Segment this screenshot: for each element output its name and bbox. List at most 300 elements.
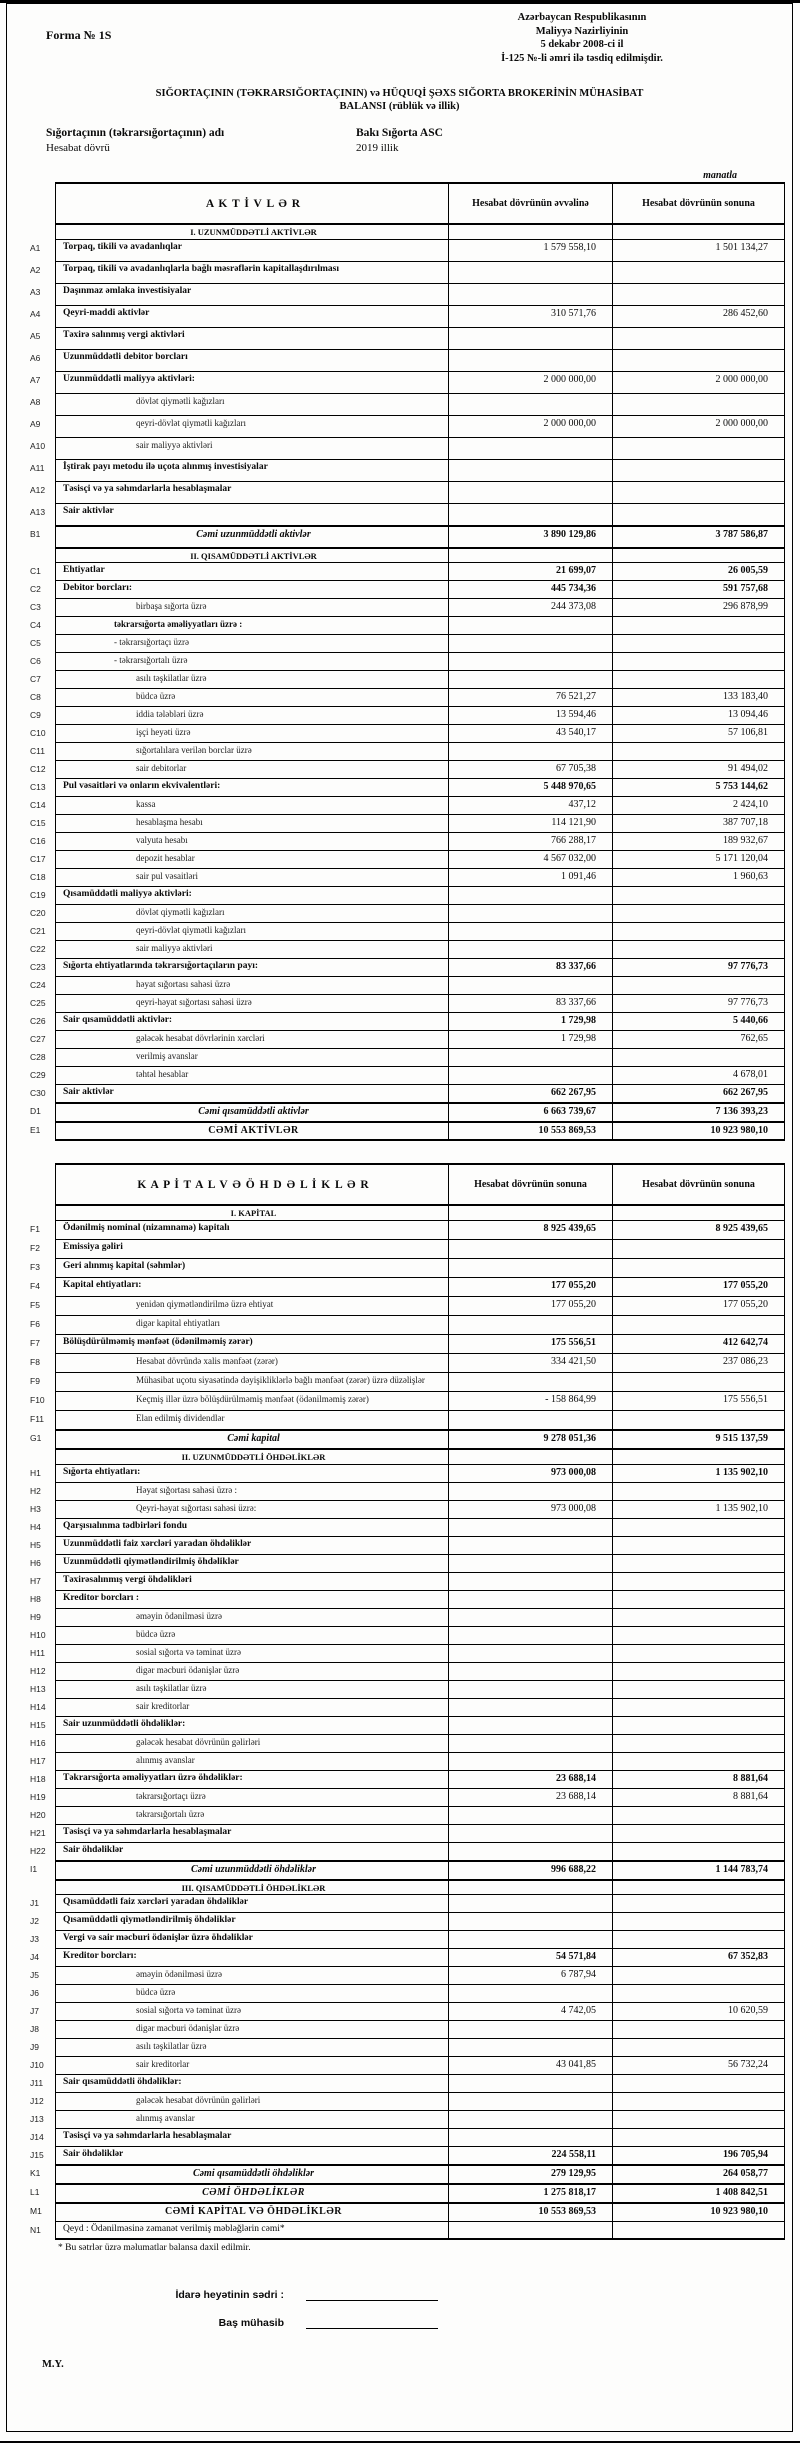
row-code: H8 bbox=[30, 1593, 41, 1604]
row-label: Təxirə salınmış vergi aktivləri bbox=[56, 328, 449, 349]
sheet-border bbox=[6, 3, 793, 2432]
signature-row-chairman bbox=[16, 2289, 783, 2301]
row-code: H1 bbox=[30, 1467, 41, 1478]
table-row bbox=[28, 1789, 785, 1807]
row-value-start bbox=[449, 1373, 613, 1391]
row-label: CƏMİ KAPİTAL VƏ ÖHDƏLİKLƏR bbox=[56, 2204, 449, 2221]
table-row bbox=[28, 1537, 785, 1555]
row-value-start bbox=[449, 438, 613, 459]
row-value-start: 445 734,36 bbox=[449, 581, 613, 598]
row-value-end bbox=[613, 1609, 784, 1626]
row-code: C6 bbox=[30, 656, 41, 667]
table-row bbox=[28, 1259, 785, 1278]
row-box bbox=[55, 1753, 785, 1771]
row-value-start: 5 448 970,65 bbox=[449, 779, 613, 796]
row-code: C17 bbox=[30, 854, 46, 865]
row-label: sair pul vəsaitləri bbox=[56, 869, 449, 886]
row-code: J11 bbox=[30, 2078, 44, 2089]
table-row bbox=[28, 671, 785, 689]
row-code: H22 bbox=[30, 1845, 46, 1856]
row-box bbox=[55, 1430, 785, 1449]
row-box bbox=[55, 1278, 785, 1297]
row-box bbox=[55, 1861, 785, 1880]
table-row bbox=[28, 941, 785, 959]
row-label: sair maliyyə aktivləri bbox=[56, 941, 449, 958]
row-box bbox=[55, 224, 785, 240]
row-code: C15 bbox=[30, 818, 46, 829]
row-box bbox=[55, 1663, 785, 1681]
row-code: N1 bbox=[30, 2225, 41, 2236]
row-label: Təxirəsalınmış vergi öhdəlikləri bbox=[56, 1573, 449, 1590]
row-value-start: 21 699,07 bbox=[449, 563, 613, 580]
row-value-end bbox=[613, 1753, 784, 1770]
row-value-end: 264 058,77 bbox=[723, 2168, 768, 2180]
row-box bbox=[55, 635, 785, 653]
row-label: Ödənilmiş nominal (nizamnamə) kapitalı bbox=[56, 1221, 449, 1239]
row-label: gələcək hesabat dövrünün gəlirləri bbox=[56, 1735, 449, 1752]
table-row bbox=[28, 1931, 785, 1949]
row-value-start: 23 688,14 bbox=[449, 1789, 613, 1806]
row-value-end: 175 556,51 bbox=[723, 1393, 768, 1405]
period-label: Hesabat dövrü bbox=[46, 142, 110, 154]
table-row bbox=[28, 2039, 785, 2057]
table-row bbox=[28, 394, 785, 416]
row-box bbox=[55, 833, 785, 851]
row-value-end: 10 923 980,10 bbox=[710, 1125, 768, 1137]
row-value-start: 83 337,66 bbox=[449, 959, 613, 976]
row-value-end bbox=[613, 905, 784, 922]
period-row bbox=[46, 142, 783, 154]
row-code: C28 bbox=[30, 1052, 46, 1063]
row-box bbox=[55, 1967, 785, 1985]
row-value-end: 762,65 bbox=[740, 1033, 768, 1045]
row-code: A11 bbox=[30, 462, 45, 473]
row-code: K1 bbox=[30, 2168, 41, 2179]
row-label: Sair aktivlər bbox=[56, 1085, 449, 1102]
row-label: Cəmi kapital bbox=[56, 1431, 449, 1448]
row-label: təkrarsığortaçı üzrə bbox=[56, 1789, 449, 1806]
row-code: F8 bbox=[30, 1356, 40, 1367]
table-row bbox=[28, 887, 785, 905]
row-value-end: 10 923 980,10 bbox=[710, 2206, 768, 2218]
row-value-start bbox=[449, 2021, 613, 2038]
row-value-end bbox=[613, 1627, 784, 1644]
row-code: C24 bbox=[30, 980, 46, 991]
row-value-end: 9 515 137,59 bbox=[715, 1432, 768, 1444]
row-box bbox=[55, 1465, 785, 1483]
row-label: kassa bbox=[56, 797, 449, 814]
row-label: asılı təşkilatlar üzrə bbox=[56, 1681, 449, 1698]
row-box bbox=[55, 995, 785, 1013]
row-box bbox=[55, 240, 785, 262]
row-code: J9 bbox=[30, 2042, 39, 2053]
row-code: J6 bbox=[30, 1988, 39, 1999]
approval-line: Azərbaycan Respublikasının bbox=[517, 12, 647, 23]
table-row bbox=[28, 1843, 785, 1861]
row-value-end: 177 055,20 bbox=[723, 1279, 768, 1291]
table-row bbox=[28, 1573, 785, 1591]
row-value-end: 412 642,74 bbox=[723, 1336, 768, 1348]
row-code: D1 bbox=[30, 1106, 41, 1117]
row-label: İştirak payı metodu ilə uçota alınmış investisiyalar bbox=[56, 460, 449, 481]
row-value-start: 1 729,98 bbox=[449, 1031, 613, 1048]
row-value-start: 114 121,90 bbox=[449, 815, 613, 832]
row-box bbox=[55, 1789, 785, 1807]
row-value-start bbox=[449, 482, 613, 503]
table-row bbox=[28, 1913, 785, 1931]
row-value-end: 2 000 000,00 bbox=[715, 417, 768, 429]
row-value-end bbox=[613, 1985, 784, 2002]
row-value-start bbox=[449, 1450, 613, 1464]
row-code: H3 bbox=[30, 1503, 41, 1514]
table-row bbox=[28, 1122, 785, 1141]
row-code: C23 bbox=[30, 962, 46, 973]
stamp-mark: M.Y. bbox=[42, 2359, 64, 2371]
table-row bbox=[28, 1985, 785, 2003]
table-row bbox=[28, 1430, 785, 1449]
row-label: II. UZUNMÜDDƏTLİ ÖHDƏLİKLƏR bbox=[56, 1450, 449, 1464]
row-label: sosial sığorta və təminat üzrə bbox=[56, 1645, 449, 1662]
row-value-start bbox=[449, 1825, 613, 1842]
row-box bbox=[55, 2203, 785, 2222]
row-code: C9 bbox=[30, 710, 41, 721]
row-value-start: 54 571,84 bbox=[449, 1949, 613, 1966]
row-code: A10 bbox=[30, 440, 46, 451]
row-code: J10 bbox=[30, 2060, 44, 2071]
row-box bbox=[55, 504, 785, 526]
table-row bbox=[28, 995, 785, 1013]
table-row bbox=[28, 707, 785, 725]
row-value-start: 1 091,46 bbox=[449, 869, 613, 886]
row-value-start: 43 540,17 bbox=[449, 725, 613, 742]
row-code: J7 bbox=[30, 2006, 39, 2017]
row-code: J5 bbox=[30, 1970, 39, 1981]
row-value-start bbox=[449, 941, 613, 958]
row-value-end: 4 678,01 bbox=[733, 1069, 768, 1081]
table-row bbox=[28, 526, 785, 548]
row-value-end: 1 135 902,10 bbox=[715, 1502, 768, 1514]
row-value-start: 2 000 000,00 bbox=[449, 372, 613, 393]
approval-line: İ-125 №-li əmri ilə təsdiq edilmişdir. bbox=[501, 52, 663, 64]
row-value-end: 2 000 000,00 bbox=[715, 373, 768, 385]
row-value-start bbox=[449, 1931, 613, 1948]
row-code: A2 bbox=[30, 264, 41, 275]
row-code: G1 bbox=[30, 1432, 42, 1443]
table-row bbox=[28, 815, 785, 833]
row-box bbox=[55, 548, 785, 564]
table-row bbox=[28, 2184, 785, 2203]
table-row bbox=[28, 2003, 785, 2021]
row-label: CƏMİ ÖHDƏLİKLƏR bbox=[56, 2185, 449, 2202]
table-row bbox=[28, 1825, 785, 1843]
accountant-label: Baş mühasib bbox=[218, 2317, 284, 2330]
row-code: F3 bbox=[30, 1261, 40, 1272]
row-box bbox=[55, 1122, 785, 1141]
row-label: Uzunmüddətli faiz xərcləri yaradan öhdəliklər bbox=[56, 1537, 449, 1554]
row-code bbox=[28, 224, 55, 240]
table-row bbox=[28, 1807, 785, 1825]
row-box bbox=[55, 1316, 785, 1335]
row-box bbox=[55, 2111, 785, 2129]
row-box bbox=[55, 905, 785, 923]
row-value-end: 8 881,64 bbox=[733, 1790, 768, 1802]
row-box bbox=[55, 2075, 785, 2093]
row-value-end bbox=[613, 438, 784, 459]
row-value-start: 996 688,22 bbox=[449, 1862, 613, 1879]
row-label: digər kapital ehtiyatları bbox=[56, 1316, 449, 1334]
row-value-end bbox=[613, 941, 784, 958]
row-label: iddia tələbləri üzrə bbox=[56, 707, 449, 724]
row-value-end bbox=[613, 328, 784, 349]
table-row bbox=[28, 1411, 785, 1430]
row-value-start bbox=[449, 1895, 613, 1912]
table-row bbox=[28, 1861, 785, 1880]
row-box bbox=[55, 797, 785, 815]
table-row bbox=[28, 1449, 785, 1465]
insurer-row bbox=[46, 127, 783, 139]
row-value-start bbox=[449, 1807, 613, 1824]
row-label: Qısamüddətli faiz xərcləri yaradan öhdəliklər bbox=[56, 1895, 449, 1912]
table-row bbox=[28, 635, 785, 653]
row-value-end bbox=[613, 1373, 784, 1391]
row-label: Cəmi qısamüddətli aktivlər bbox=[56, 1104, 449, 1121]
row-value-start bbox=[449, 1717, 613, 1734]
row-code: H10 bbox=[30, 1629, 46, 1640]
table-row bbox=[28, 1501, 785, 1519]
table-row bbox=[28, 372, 785, 394]
row-value-end bbox=[613, 635, 784, 652]
row-label: Təsisçi və ya səhmdarlarla hesablaşmalar bbox=[56, 1825, 449, 1842]
row-code: C4 bbox=[30, 620, 41, 631]
row-box bbox=[55, 977, 785, 995]
row-box bbox=[55, 1259, 785, 1278]
row-value-start: 76 521,27 bbox=[449, 689, 613, 706]
table-row bbox=[28, 328, 785, 350]
row-code: J1 bbox=[30, 1898, 39, 1909]
row-label: Debitor borcları: bbox=[56, 581, 449, 598]
footnote: * Bu sətrlər üzrə məlumatlar balansa daxil edilmir. bbox=[58, 2243, 251, 2254]
row-label: Təsisçi və ya səhmdarlarla hesablaşmalar bbox=[56, 482, 449, 503]
row-label: büdcə üzrə bbox=[56, 1627, 449, 1644]
row-value-end bbox=[613, 1967, 784, 1984]
row-label: işçi heyəti üzrə bbox=[56, 725, 449, 742]
row-box bbox=[55, 1297, 785, 1316]
row-label: büdcə üzrə bbox=[56, 689, 449, 706]
row-label: alınmış avanslar bbox=[56, 2111, 449, 2128]
row-label: Təsisçi və ya səhmdarlarla hesablaşmalar bbox=[56, 2129, 449, 2146]
row-box bbox=[55, 1825, 785, 1843]
row-label: yenidən qiymətləndirilmə üzrə ehtiyat bbox=[56, 1297, 449, 1315]
row-label: Sair qısamüddətli öhdəliklər: bbox=[56, 2075, 449, 2092]
row-box bbox=[55, 851, 785, 869]
row-label: Keçmiş illər üzrə bölüşdürülməmiş mənfəət (ödənilməmiş zərər) bbox=[56, 1392, 449, 1410]
row-value-start bbox=[449, 1067, 613, 1084]
row-code: J8 bbox=[30, 2024, 39, 2035]
row-code: A7 bbox=[30, 374, 41, 385]
row-label: Cəmi uzunmüddətli öhdəliklər bbox=[56, 1862, 449, 1879]
table-row bbox=[28, 1335, 785, 1354]
row-value-end bbox=[613, 1450, 784, 1464]
row-label: qeyri-dövlət qiymətli kağızları bbox=[56, 416, 449, 437]
row-label: Uzunmüddətli maliyyə aktivləri: bbox=[56, 372, 449, 393]
row-box bbox=[55, 599, 785, 617]
row-value-end bbox=[613, 743, 784, 760]
table-row bbox=[28, 262, 785, 284]
table-row bbox=[28, 1316, 785, 1335]
row-value-start: 1 579 558,10 bbox=[449, 240, 613, 261]
row-value-start: 177 055,20 bbox=[449, 1278, 613, 1296]
row-value-start bbox=[449, 1591, 613, 1608]
row-code: C29 bbox=[30, 1070, 46, 1081]
row-label: Sair öhdəliklər bbox=[56, 1843, 449, 1860]
row-label: Cəmi qısamüddətli öhdəliklər bbox=[56, 2166, 449, 2183]
row-box bbox=[55, 2057, 785, 2075]
row-value-start bbox=[449, 1240, 613, 1258]
row-value-end: 97 776,73 bbox=[728, 997, 768, 1009]
row-value-end bbox=[613, 887, 784, 904]
table-gap bbox=[16, 1141, 783, 1163]
row-value-end bbox=[613, 977, 784, 994]
row-box bbox=[55, 1985, 785, 2003]
row-box bbox=[55, 1373, 785, 1392]
row-label: - təkrarsığortalı üzrə bbox=[56, 653, 449, 670]
row-value-start: 175 556,51 bbox=[449, 1335, 613, 1353]
row-label: birbaşa sığorta üzrə bbox=[56, 599, 449, 616]
row-label: əməyin ödənilməsi üzrə bbox=[56, 1967, 449, 1984]
row-label: dövlət qiymətli kağızları bbox=[56, 394, 449, 415]
table-row bbox=[28, 1645, 785, 1663]
row-value-end: 237 086,23 bbox=[723, 1355, 768, 1367]
row-value-start: 3 890 129,86 bbox=[449, 527, 613, 547]
row-value-end bbox=[613, 1717, 784, 1734]
row-box bbox=[55, 1013, 785, 1031]
row-value-start: 1 275 818,17 bbox=[449, 2185, 613, 2202]
row-value-start: - 158 864,99 bbox=[449, 1392, 613, 1410]
row-code: C11 bbox=[30, 746, 45, 757]
table-row bbox=[28, 240, 785, 262]
row-code: H12 bbox=[30, 1665, 46, 1676]
row-label: Qısamüddətli maliyyə aktivləri: bbox=[56, 887, 449, 904]
title-line-1: SIĞORTAÇININ (TƏKRARSIĞORTAÇININ) və HÜQUQİ ŞƏXS SIĞORTA BROKERİNİN MÜHASİBAT bbox=[155, 88, 644, 99]
row-label: Həyat sığortası sahəsi üzrə : bbox=[56, 1483, 449, 1500]
row-value-end bbox=[613, 1573, 784, 1590]
row-label: asılı təşkilatlar üzrə bbox=[56, 2039, 449, 2056]
table-row bbox=[28, 1013, 785, 1031]
table-row bbox=[28, 1221, 785, 1240]
row-box bbox=[55, 707, 785, 725]
table-row bbox=[28, 1895, 785, 1913]
table-row bbox=[28, 224, 785, 240]
table-row bbox=[28, 438, 785, 460]
row-code: A5 bbox=[30, 330, 41, 341]
row-label: Təkrarsığorta əməliyyatları üzrə öhdəliklər: bbox=[56, 1771, 449, 1788]
row-label: III. QISAMÜDDƏTLİ ÖHDƏLİKLƏR bbox=[56, 1881, 449, 1895]
row-value-start bbox=[449, 225, 613, 239]
row-code bbox=[28, 1163, 55, 1205]
table-row bbox=[28, 1519, 785, 1537]
row-value-end: 91 494,02 bbox=[728, 763, 768, 775]
row-value-start: 1 729,98 bbox=[449, 1013, 613, 1030]
row-label: Elan edilmiş dividendlər bbox=[56, 1411, 449, 1429]
row-value-start: 13 594,46 bbox=[449, 707, 613, 724]
row-label: Torpaq, tikili və avadanlıqlarla bağlı məsrəflərin kapitallaşdırılması bbox=[56, 262, 449, 283]
row-value-start bbox=[449, 1881, 613, 1895]
row-box bbox=[55, 328, 785, 350]
row-label: gələcək hesabat dövrünün gəlirləri bbox=[56, 2093, 449, 2110]
row-box bbox=[55, 1067, 785, 1085]
row-label: Hesabat dövründə xalis mənfəət (zərər) bbox=[56, 1354, 449, 1372]
row-box bbox=[55, 2165, 785, 2184]
table-row bbox=[28, 1297, 785, 1316]
row-box bbox=[55, 653, 785, 671]
row-box bbox=[55, 394, 785, 416]
table-row bbox=[28, 959, 785, 977]
row-code: A12 bbox=[30, 484, 46, 495]
row-code: A8 bbox=[30, 396, 41, 407]
row-box bbox=[55, 438, 785, 460]
row-value-end bbox=[613, 1483, 784, 1500]
row-code: J4 bbox=[30, 1952, 39, 1963]
row-code: M1 bbox=[30, 2206, 42, 2217]
row-value-end: 296 878,99 bbox=[723, 601, 768, 613]
row-box bbox=[55, 1555, 785, 1573]
row-box bbox=[55, 1501, 785, 1519]
table-header-row bbox=[28, 182, 785, 224]
row-value-end bbox=[613, 1807, 784, 1824]
table-row bbox=[28, 1392, 785, 1411]
row-box bbox=[55, 1031, 785, 1049]
row-code bbox=[28, 182, 55, 224]
row-value-end: 1 135 902,10 bbox=[715, 1466, 768, 1478]
row-code: A9 bbox=[30, 418, 41, 429]
table-row bbox=[28, 2093, 785, 2111]
row-code: A6 bbox=[30, 352, 41, 363]
table-row bbox=[28, 797, 785, 815]
row-box bbox=[55, 2003, 785, 2021]
row-value-end bbox=[613, 2129, 784, 2146]
table-row bbox=[28, 1373, 785, 1392]
row-code: C13 bbox=[30, 782, 46, 793]
row-box bbox=[55, 262, 785, 284]
row-code: J2 bbox=[30, 1916, 39, 1927]
row-label: Vergi və sair məcburi ödənişlər üzrə öhdəliklər bbox=[56, 1931, 449, 1948]
row-box bbox=[55, 1519, 785, 1537]
row-box bbox=[55, 1392, 785, 1411]
row-box bbox=[55, 1895, 785, 1913]
row-value-start: 437,12 bbox=[449, 797, 613, 814]
row-box bbox=[55, 2039, 785, 2057]
row-value-end: 1 501 134,27 bbox=[715, 241, 768, 253]
row-box bbox=[55, 1880, 785, 1896]
row-value-end bbox=[613, 1825, 784, 1842]
row-label: sair kreditorlar bbox=[56, 1699, 449, 1716]
row-code: L1 bbox=[30, 2187, 40, 2198]
row-value-start bbox=[449, 2039, 613, 2056]
row-code: C5 bbox=[30, 638, 41, 649]
row-label: təkrarsığorta əməliyyatları üzrə : bbox=[56, 617, 449, 634]
row-value-end: 1 408 842,51 bbox=[715, 2187, 768, 2199]
row-box bbox=[55, 1717, 785, 1735]
row-code: A1 bbox=[30, 242, 41, 253]
row-box bbox=[55, 1411, 785, 1430]
row-value-start bbox=[449, 1753, 613, 1770]
row-value-end bbox=[613, 284, 784, 305]
table-row bbox=[28, 2129, 785, 2147]
row-code: C25 bbox=[30, 998, 46, 1009]
period-value: 2019 illik bbox=[356, 142, 399, 154]
table-row bbox=[28, 743, 785, 761]
table-row bbox=[28, 779, 785, 797]
